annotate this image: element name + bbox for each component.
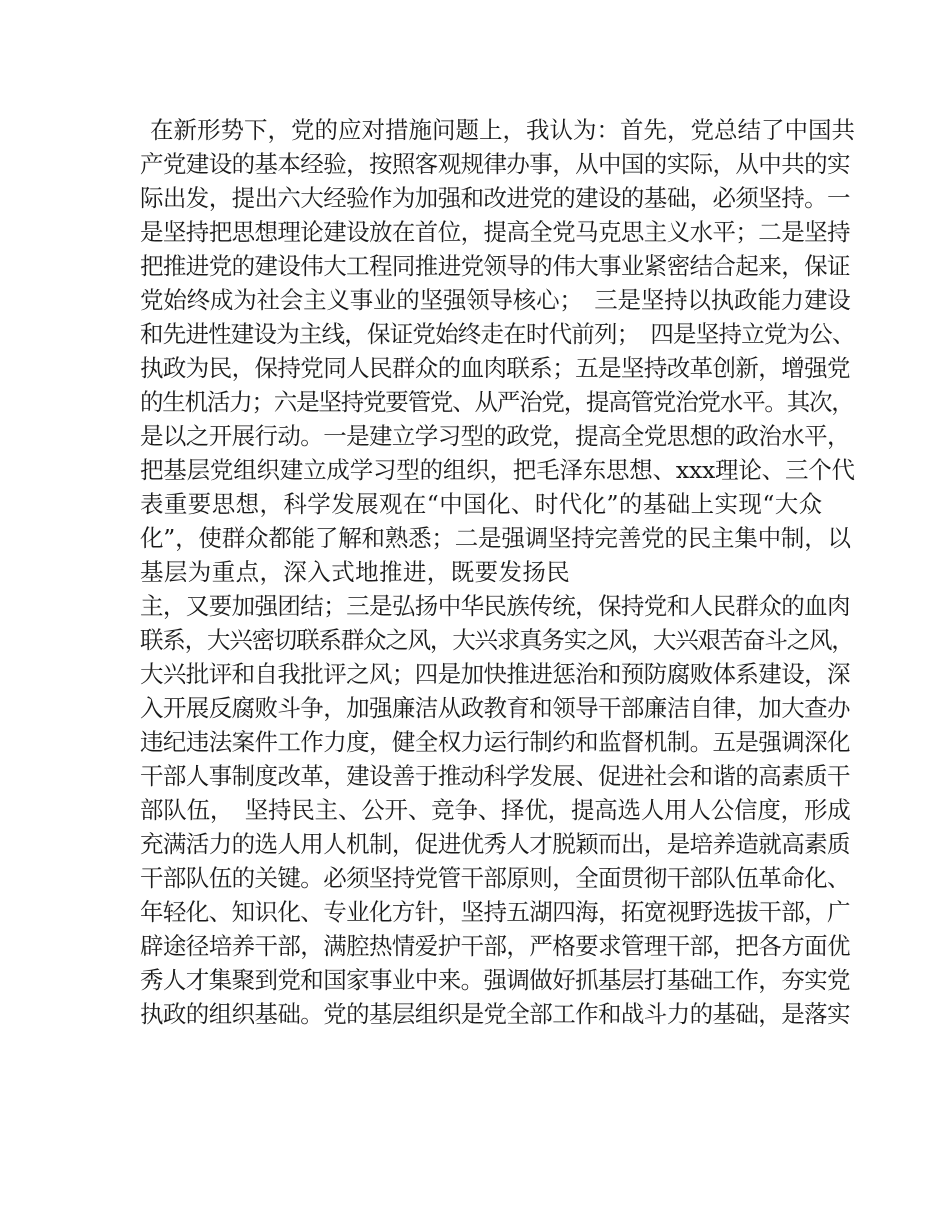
text-line: 秀人才集聚到党和国家事业中来。强调做好抓基层打基础工作，夯实党 (140, 966, 850, 994)
text-line: 入开展反腐败斗争，加强廉洁从政教育和领导干部廉洁自律，加大查办 (140, 694, 850, 722)
body-text (140, 113, 855, 1031)
text-line: 是以之开展行动。一是建立学习型的政党，提高全党思想的政治水平， (140, 422, 850, 450)
text-line: 把推进党的建设伟大工程同推进党领导的伟大事业紧密结合起来，保证 (140, 252, 850, 280)
text-line: 基层为重点，深入式地推进，既要发扬民 (140, 558, 571, 586)
text-line: 主，又要加强团结；三是弘扬中华民族传统，保持党和人民群众的血肉 (140, 592, 850, 620)
text-line: 的生机活力；六是坚持党要管党、从严治党，提高管党治党水平。其次， (140, 388, 854, 416)
text-line: 充满活力的选人用人机制，促进优秀人才脱颖而出，是培养造就高素质 (140, 830, 850, 858)
text-line: 在新形势下，党的应对措施问题上，我认为：首先，党总结了中国共 (150, 116, 855, 144)
text-line: 党始终成为社会主义事业的坚强领导核心； 三是坚持以执政能力建设 (140, 286, 851, 314)
text-line: 干部队伍的关键。必须坚持党管干部原则，全面贯彻干部队伍革命化、 (140, 864, 850, 892)
text-line: 际出发，提出六大经验作为加强和改进党的建设的基础，必须坚持。一 (140, 184, 850, 212)
text-line: 把基层党组织建立成学习型的组织，把毛泽东思想、xxx理论、三个代 (140, 456, 855, 484)
text-line: 大兴批评和自我批评之风；四是加快推进惩治和预防腐败体系建设，深 (140, 660, 850, 688)
text-line: 执政的组织基础。党的基层组织是党全部工作和战斗力的基础，是落实 (140, 1000, 850, 1028)
text-line: 执政为民，保持党同人民群众的血肉联系；五是坚持改革创新，增强党 (140, 354, 850, 382)
text-line: 表重要思想，科学发展观在“中国化、时代化”的基础上实现“大众 (140, 490, 823, 518)
text-line: 干部人事制度改革，建设善于推动科学发展、促进社会和谐的高素质干 (140, 762, 850, 790)
text-line: 部队伍， 坚持民主、公开、竞争、择优，提高选人用人公信度，形成 (140, 796, 851, 824)
text-line: 年轻化、知识化、专业化方针，坚持五湖四海，拓宽视野选拔干部，广 (140, 898, 850, 926)
text-line: 是坚持把思想理论建设放在首位，提高全党马克思主义水平；二是坚持 (140, 218, 850, 246)
text-line: 产党建设的基本经验，按照客观规律办事，从中国的实际，从中共的实 (140, 150, 850, 178)
text-line: 和先进性建设为主线，保证党始终走在时代前列； 四是坚持立党为公、 (140, 320, 855, 348)
text-line: 违纪违法案件工作力度，健全权力运行制约和监督机制。五是强调深化 (140, 728, 850, 756)
text-line: 联系，大兴密切联系群众之风，大兴求真务实之风，大兴艰苦奋斗之风， (140, 626, 854, 654)
text-line: 化”，使群众都能了解和熟悉；二是强调坚持完善党的民主集中制，以 (140, 524, 851, 552)
text-line: 辟途径培养干部，满腔热情爱护干部，严格要求管理干部，把各方面优 (140, 932, 850, 960)
